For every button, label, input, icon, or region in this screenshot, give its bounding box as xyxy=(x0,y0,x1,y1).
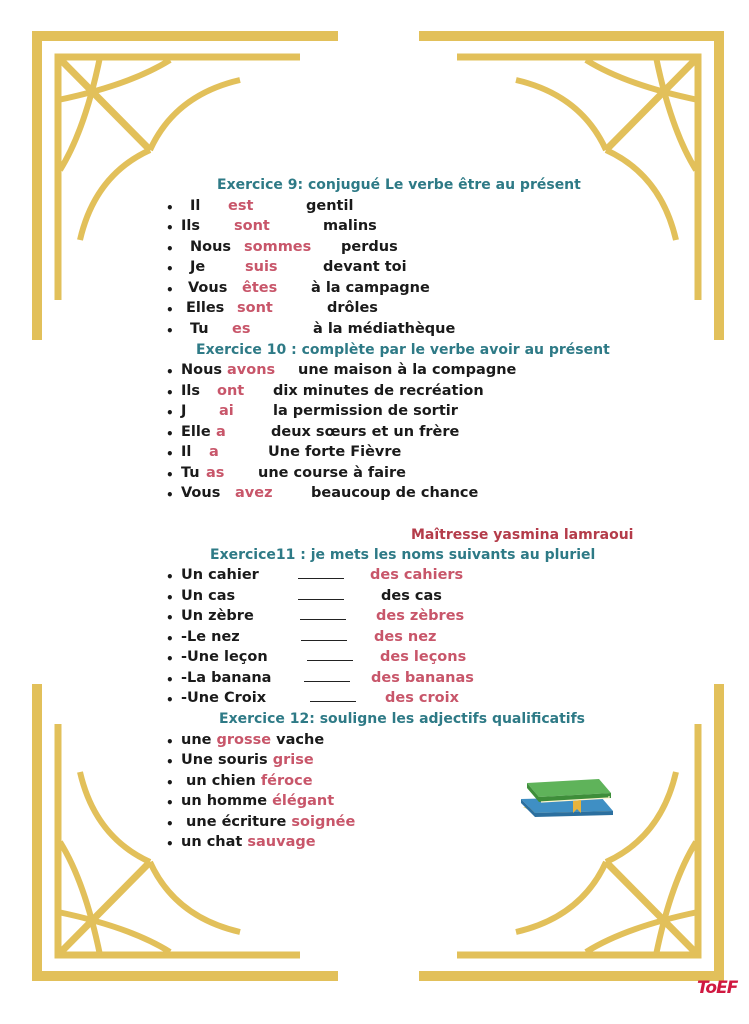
ex11-plural: des nez xyxy=(374,629,437,645)
ex11-singular: -Une leçon xyxy=(181,649,268,665)
ex12-adjective: élégant xyxy=(272,793,335,809)
ex9-complement: perdus xyxy=(341,239,398,255)
bullet: • xyxy=(166,591,174,605)
ex12-phrase xyxy=(181,814,355,830)
ex12-noun: un chat xyxy=(181,834,248,850)
ex12-phrase xyxy=(181,752,314,768)
ex10-verb: avez xyxy=(235,485,273,501)
bullet: • xyxy=(166,673,174,687)
ex10-complement: dix minutes de recréation xyxy=(273,383,484,399)
ex11-singular: Un zèbre xyxy=(181,608,254,624)
ex11-singular: Un cahier xyxy=(181,567,259,583)
ex9-complement: devant toi xyxy=(323,259,407,275)
ex9-complement: malins xyxy=(323,218,377,234)
ex12-noun: un chien xyxy=(181,773,261,789)
answer-blank xyxy=(298,567,344,583)
ex10-complement: une maison à la compagne xyxy=(298,362,517,378)
bullet: • xyxy=(166,488,174,502)
ex12-title: Exercice 12: souligne les adjectifs qualificatifs xyxy=(219,711,586,727)
ex11-singular: -Le nez xyxy=(181,629,240,645)
bullet: • xyxy=(166,303,174,317)
bullet: • xyxy=(166,365,174,379)
ex12-noun: Une souris xyxy=(181,752,273,768)
ex10-complement: Une forte Fièvre xyxy=(268,444,402,460)
ex9-pronoun: Il xyxy=(190,198,201,214)
bullet: • xyxy=(166,427,174,441)
ex10-complement: la permission de sortir xyxy=(273,403,458,419)
ex10-verb: ai xyxy=(219,403,234,419)
ex9-complement: à la campagne xyxy=(311,280,430,296)
bullet: • xyxy=(166,817,174,831)
ex9-pronoun: Elles xyxy=(186,300,225,316)
bullet: • xyxy=(166,447,174,461)
ex9-pronoun: Tu xyxy=(190,321,209,337)
ex9-complement: à la médiathèque xyxy=(313,321,456,337)
ex9-pronoun: Nous xyxy=(190,239,232,255)
ex10-verb: a xyxy=(209,444,219,460)
ex9-complement: drôles xyxy=(327,300,378,316)
ex12-noun: un homme xyxy=(181,793,273,809)
answer-blank xyxy=(304,670,350,686)
ex9-verb: sommes xyxy=(244,239,312,255)
ex12-phrase xyxy=(181,773,313,789)
ex10-verb: ont xyxy=(217,383,245,399)
frame-corner-bottom-left xyxy=(37,684,338,976)
ex10-pronoun: Elle xyxy=(181,424,211,440)
ex10-pronoun: Tu xyxy=(181,465,200,481)
bullet: • xyxy=(166,652,174,666)
ex10-complement: une course à faire xyxy=(258,465,406,481)
ex10-pronoun: Vous xyxy=(181,485,221,501)
ex11-singular: Un cas xyxy=(181,588,236,604)
ex10-verb: avons xyxy=(227,362,276,378)
ex9-pronoun: Je xyxy=(190,259,206,275)
bullet: • xyxy=(166,201,174,215)
teacher-signature: Maîtresse yasmina lamraoui xyxy=(411,527,634,543)
ex12-adjective: sauvage xyxy=(247,834,316,850)
ex12-adjective: féroce xyxy=(260,773,313,789)
bullet: • xyxy=(166,611,174,625)
ex9-pronoun: Ils xyxy=(181,218,200,234)
ex12-phrase xyxy=(181,732,324,748)
bullet: • xyxy=(166,283,174,297)
answer-blank xyxy=(307,649,353,665)
ex10-pronoun: Nous xyxy=(181,362,223,378)
ex12-phrase xyxy=(181,793,334,809)
ex10-pronoun: Ils xyxy=(181,383,200,399)
bullet: • xyxy=(166,735,174,749)
ex12-phrase xyxy=(181,834,316,850)
bullet: • xyxy=(166,406,174,420)
bullet: • xyxy=(166,468,174,482)
ex9-verb: est xyxy=(228,198,254,214)
ex12-noun-after: vache xyxy=(271,732,325,748)
bullet: • xyxy=(166,776,174,790)
bullet: • xyxy=(166,693,174,707)
ex10-title: Exercice 10 : complète par le verbe avoir au présent xyxy=(196,342,610,358)
ex10-complement: beaucoup de chance xyxy=(311,485,479,501)
ex9-verb: sont xyxy=(237,300,273,316)
bullet: • xyxy=(166,632,174,646)
frame-corner-bottom-right xyxy=(419,684,719,976)
ex11-singular: -Une Croix xyxy=(181,690,267,706)
answer-blank xyxy=(298,588,344,604)
answer-blank xyxy=(300,608,346,624)
bullet: • xyxy=(166,755,174,769)
ex10-verb: as xyxy=(206,465,225,481)
ex10-verb: a xyxy=(216,424,226,440)
ex9-complement: gentil xyxy=(306,198,354,214)
answer-blank xyxy=(301,629,347,645)
bullet: • xyxy=(166,570,174,584)
bullet: • xyxy=(166,221,174,235)
ex12-noun: une xyxy=(181,732,217,748)
ex11-plural: des croix xyxy=(385,690,459,706)
bullet: • xyxy=(166,324,174,338)
ex11-plural: des cahiers xyxy=(370,567,464,583)
bullet: • xyxy=(166,386,174,400)
ex11-plural: des zèbres xyxy=(376,608,465,624)
ex12-adjective: soignée xyxy=(291,814,356,830)
ex10-complement: deux sœurs et un frère xyxy=(271,424,460,440)
ex9-title: Exercice 9: conjugué Le verbe être au présent xyxy=(217,177,581,193)
bullet: • xyxy=(166,262,174,276)
ex11-singular: -La banana xyxy=(181,670,272,686)
ex11-plural: des leçons xyxy=(380,649,467,665)
bullet: • xyxy=(166,796,174,810)
ex10-pronoun: J xyxy=(181,403,187,419)
answer-blank xyxy=(310,690,356,706)
brand-logo: ToEF xyxy=(697,978,738,998)
ex9-verb: sont xyxy=(234,218,270,234)
bullet: • xyxy=(166,837,174,851)
ex9-pronoun: Vous xyxy=(188,280,228,296)
ex12-adjective: grise xyxy=(272,752,314,768)
ex11-plural: des bananas xyxy=(371,670,474,686)
ex9-verb: êtes xyxy=(242,280,278,296)
ex12-noun: une écriture xyxy=(181,814,292,830)
ex11-title: Exercice11 : je mets les noms suivants au pluriel xyxy=(210,547,596,563)
ex9-verb: suis xyxy=(245,259,278,275)
ex12-adjective: grosse xyxy=(216,732,272,748)
books-icon xyxy=(515,765,620,825)
ex9-verb: es xyxy=(232,321,251,337)
ex11-plural: des cas xyxy=(381,588,442,604)
ex10-pronoun: Il xyxy=(181,444,192,460)
bullet: • xyxy=(166,242,174,256)
